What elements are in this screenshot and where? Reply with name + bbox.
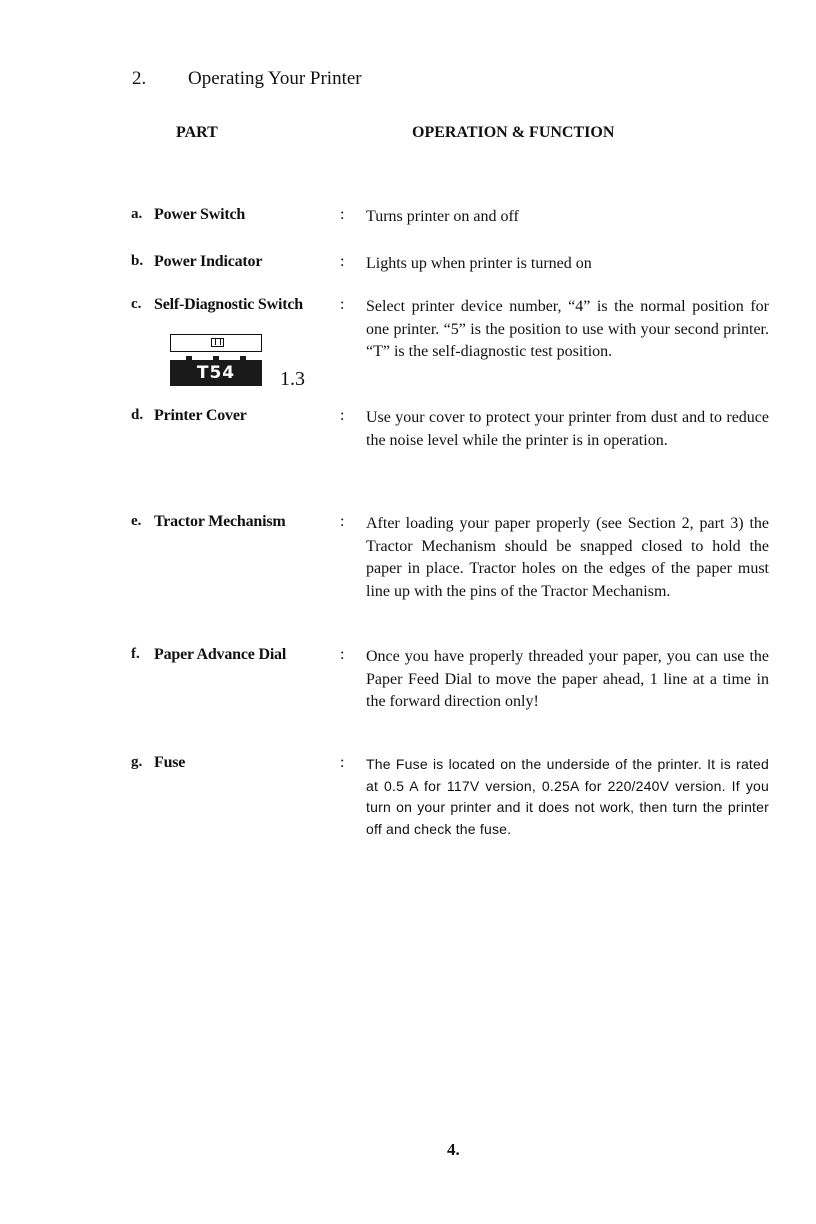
item-description: After loading your paper properly (see Section 2, part 3) the Tractor Mechanism should be snapped closed to hold the paper in place. Tractor holes on the edges of the paper must line up with the pins of the Tractor Mechanism. xyxy=(366,515,769,600)
switch-pin xyxy=(240,356,246,362)
separator-colon: : xyxy=(340,253,345,270)
section-title xyxy=(132,68,362,90)
page-number: 4. xyxy=(447,1140,460,1159)
item-part-name: Self-Diagnostic Switch xyxy=(154,296,303,313)
separator-colon: : xyxy=(340,513,345,530)
item-part-name: Power Switch xyxy=(154,206,246,223)
separator-colon: : xyxy=(340,754,345,771)
item-letter: e. xyxy=(131,513,142,529)
item-description: The Fuse is located on the underside of the printer. It is rated at 0.5 A for 117V version, 0.25A for 220/240V version. If you turn on your printer and it does not work, then turn the printer off and check the fuse. xyxy=(366,756,769,837)
switch-pin xyxy=(213,356,219,362)
item-letter: f. xyxy=(131,646,140,662)
item-part-name: Printer Cover xyxy=(154,407,247,424)
item-description: Use your cover to protect your printer from dust and to reduce the noise level while the printer is in operation. xyxy=(366,409,769,449)
item-letter: a. xyxy=(131,206,143,222)
item-part-name: Tractor Mechanism xyxy=(154,513,286,530)
switch-pin xyxy=(186,356,192,362)
switch-position-block xyxy=(170,360,262,386)
switch-housing xyxy=(170,334,262,352)
separator-colon: : xyxy=(340,206,345,223)
column-header-operation: OPERATION & FUNCTION xyxy=(412,124,615,141)
switch-label: T54 xyxy=(196,363,236,383)
item-letter: b. xyxy=(131,253,144,269)
item-letter: c. xyxy=(131,296,142,312)
self-diagnostic-switch-figure xyxy=(170,334,320,394)
item-letter: d. xyxy=(131,407,144,423)
separator-colon: : xyxy=(340,296,345,313)
switch-version: 1.3 xyxy=(280,368,305,390)
item-description: Select printer device number, “4” is the normal position for one printer. “5” is the position to use with your second printer. “T” is the self-diagnostic test position. xyxy=(366,298,769,360)
switch-knob-icon xyxy=(211,338,224,347)
item-letter: g. xyxy=(131,754,143,770)
item-part-name: Power Indicator xyxy=(154,253,263,270)
separator-colon: : xyxy=(340,646,345,663)
section-title-text: Operating Your Printer xyxy=(188,68,362,89)
section-number: 2. xyxy=(132,68,147,89)
separator-colon: : xyxy=(340,407,345,424)
column-header-part: PART xyxy=(176,124,218,141)
item-part-name: Fuse xyxy=(154,754,186,771)
item-description: Turns printer on and off xyxy=(366,208,519,225)
item-part-name: Paper Advance Dial xyxy=(154,646,287,663)
item-description: Once you have properly threaded your paper, you can use the Paper Feed Dial to move the paper ahead, 1 line at a time in the forward direction only! xyxy=(366,648,769,710)
item-description: Lights up when printer is turned on xyxy=(366,255,592,272)
